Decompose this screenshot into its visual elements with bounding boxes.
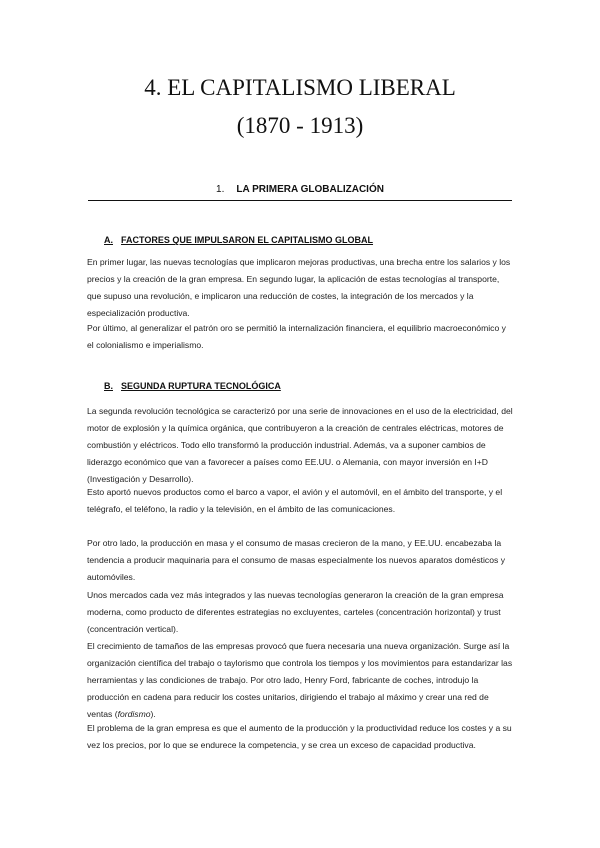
paragraph: La segunda revolución tecnológica se caracterizó por una serie de innovaciones en el uso de la electricidad, del motor de explosión y la química orgánica, que contribuyeron a la creación de centrales eléctricas, motores de combustión y eléctricos. Todo ello transformó la producción industrial. Además, va a suponer cambios de liderazgo económico que van a favorecer a países como EE.UU. o Alemania, con mayor inversión en I+D (Investigación y Desarrollo). <box>87 406 513 484</box>
subsection-b-heading <box>104 381 281 391</box>
section-divider <box>88 200 512 201</box>
paragraph: Unos mercados cada vez más integrados y las nuevas tecnologías generaron la creación de la gran empresa moderna, como producto de diferentes estrategias no excluyentes, carteles (concentración horizontal) y trust (concentración vertical). <box>87 590 504 634</box>
chapter-title: 4. EL CAPITALISMO LIBERAL <box>144 75 456 100</box>
paragraph: El problema de la gran empresa es que el aumento de la producción y la productividad reduce los costes y a su vez los precios, por lo que se endurece la competencia, y se crea un exceso de capacidad productiva. <box>87 723 512 750</box>
paragraph: En primer lugar, las nuevas tecnologías que implicaron mejoras productivas, una brecha entre los salarios y los precios y la creación de la gran empresa. En segundo lugar, la aplicación de estas tecnologías al transporte, que supuso una revolución, e implicaron una reducción de costes, la integración de los mercados y la especialización productiva. <box>87 257 511 318</box>
paragraph: Por último, al generalizar el patrón oro se permitió la internalización financiera, el equilibrio macroeconómico y el colonialismo e imperialismo. <box>87 323 506 350</box>
subsection-a-letter: A. <box>104 235 113 245</box>
emphasis-term: fordismo <box>117 709 151 719</box>
paragraph-text: El crecimiento de tamaños de las empresas provocó que fuera necesaria una nueva organización. Surge así la organización científica del trabajo o taylorismo que controla los tiempos y los movimientos para estandarizar las herramientas y las condiciones de trabajo. Por otro lado, Henry Ford, fabricante de coches, introdujo la producción en cadena para reducir los costes unitarios, dirigiendo el trabajo al máximo y crear una red de ventas ( <box>87 641 513 719</box>
paragraph <box>87 638 513 723</box>
subsection-a-label: FACTORES QUE IMPULSARON EL CAPITALISMO GLOBAL <box>121 235 374 245</box>
paragraph: Esto aportó nuevos productos como el barco a vapor, el avión y el automóvil, en el ámbito del transporte, y el telégrafo, el teléfono, la radio y la televisión, en el ámbito de las comunicaciones. <box>87 487 503 514</box>
subsection-b-label: SEGUNDA RUPTURA TECNOLÓGICA <box>121 381 281 391</box>
chapter-date-range: (1870 - 1913) <box>236 113 364 138</box>
section-label: LA PRIMERA GLOBALIZACIÓN <box>236 184 384 195</box>
paragraph-text: ). <box>150 709 156 719</box>
subsection-a-heading <box>104 235 373 245</box>
paragraph: Por otro lado, la producción en masa y el consumo de masas crecieron de la mano, y EE.UU. encabezaba la tendencia a producir maquinaria para el consumo de masas especialmente los nuevos aparatos domésticos y automóviles. <box>87 538 505 582</box>
subsection-b-letter: B. <box>104 381 113 391</box>
section-number: 1. <box>216 184 225 195</box>
section-heading <box>0 184 600 195</box>
